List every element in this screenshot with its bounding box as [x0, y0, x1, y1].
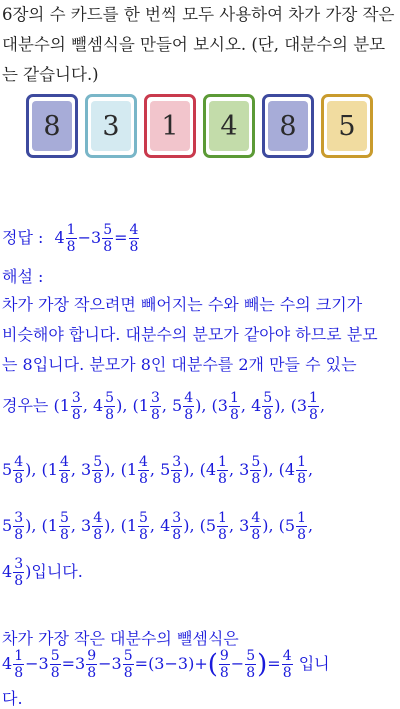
final-end: 입니	[298, 654, 330, 673]
number-card	[262, 94, 314, 158]
fraction: $\frac{5}{8}$	[139, 510, 148, 543]
fraction: $\frac{3}{8}$	[150, 390, 160, 423]
fraction: $\frac{5}{8}$	[59, 510, 69, 543]
question-text: 6장의 수 카드를 한 번씩 모두 사용하여 차가 가장 작은 대분수의 뺄셈식을 만들어 보시오. (단, 대분수의 분모는 같습니다.)	[2, 5, 395, 84]
fraction: $\frac{1}{8}$	[309, 390, 318, 423]
card-value: 4	[209, 101, 249, 151]
fraction: $\frac{4}{8}$	[14, 454, 24, 487]
number-card	[144, 94, 196, 158]
fraction: $\frac{5}{8}$	[105, 390, 115, 423]
explanation-line: 는 8입니다. 분모가 8인 대분수를 2개 만들 수 있는	[2, 355, 357, 374]
fraction: $\frac{3}{8}$	[172, 510, 182, 543]
fraction: $\frac{5}{8}$	[251, 454, 261, 487]
number-cards	[26, 94, 380, 158]
explanation-label: 해설 :	[2, 267, 44, 286]
fraction: $\frac{3}{8}$	[14, 510, 24, 543]
card-value: 5	[327, 101, 367, 151]
answer-label: 정답 :	[2, 228, 44, 247]
fraction: $\frac{1}{8}$	[297, 454, 307, 487]
fraction: $\frac{5}{8}$	[93, 454, 103, 487]
fraction: $\frac{1}{8}$	[218, 454, 227, 487]
answer-line: 정답 : 4 $\frac{1}{8}$ −3 $\frac{5}{8}$ = $\frac{4}{8}$	[2, 222, 139, 255]
fraction: $\frac{5}{8}$	[103, 222, 113, 255]
cases-row-3: 5 $\frac{3}{8}$ ), (1 $\frac{5}{8}$ , 3 $\frac{4}{8}$ ), (1 $\frac{5}{8}$ , 4 $\frac{3}{8}$ ), (5 $\frac{1}{8}$ , 3 $\frac{4}{8}$ ), (5 $\frac{1}{8}$ ,	[2, 510, 314, 543]
cases-row-4: 4 $\frac{3}{8}$ )입니다.	[2, 556, 83, 589]
fraction: $\frac{1}{8}$	[66, 222, 76, 255]
fraction: $\frac{3}{8}$	[71, 390, 81, 423]
final-expression: 4 $\frac{1}{8}$ −3 $\frac{5}{8}$ =3 $\frac{9}{8}$ −3 $\frac{5}{8}$ =(3−3)+( $\frac{9}{8}$ − $\frac{5}{8}$ )= $\frac{4}{8}$ 입니	[2, 648, 330, 681]
number-card	[85, 94, 137, 158]
fraction: $\frac{4}{8}$	[251, 510, 261, 543]
explanation-line: 차가 가장 작으려면 빼어지는 수와 빼는 수의 크기가	[2, 295, 363, 314]
fraction: $\frac{1}{8}$	[218, 510, 227, 543]
cases-row-1: 경우는 (1 $\frac{3}{8}$ , 4 $\frac{5}{8}$ ), (1 $\frac{3}{8}$ , 5 $\frac{4}{8}$ ), (3 $\frac{1}{8}$ , 4 $\frac{5}{8}$ ), (3 $\frac{1}{8}$ ,	[2, 390, 326, 423]
cases-end: 입니다.	[31, 562, 83, 581]
fraction: $\frac{5}{8}$	[263, 390, 273, 423]
card-value: 3	[91, 101, 131, 151]
fraction: $\frac{3}{8}$	[172, 454, 182, 487]
card-value: 8	[32, 101, 72, 151]
number-card	[321, 94, 373, 158]
explanation-line: 비슷해야 합니다. 대분수의 분모가 같아야 하므로 분모	[2, 325, 378, 344]
cases-row-2: 5 $\frac{4}{8}$ ), (1 $\frac{4}{8}$ , 3 $\frac{5}{8}$ ), (1 $\frac{4}{8}$ , 5 $\frac{3}{8}$ ), (4 $\frac{1}{8}$ , 3 $\frac{5}{8}$ ), (4 $\frac{1}{8}$ ,	[2, 454, 314, 487]
fraction: $\frac{4}{8}$	[59, 454, 69, 487]
fraction: $\frac{1}{8}$	[297, 510, 307, 543]
fraction: $\frac{4}{8}$	[184, 390, 194, 423]
fraction: $\frac{4}{8}$	[93, 510, 103, 543]
answer-b: 3	[91, 228, 102, 247]
fraction: $\frac{4}{8}$	[139, 454, 148, 487]
fraction: $\frac{3}{8}$	[14, 556, 24, 589]
card-value: 1	[150, 101, 190, 151]
answer-a: 4	[54, 228, 65, 247]
number-card	[203, 94, 255, 158]
card-value: 8	[268, 101, 308, 151]
conclusion-line: 차가 가장 작은 대분수의 뺄셈식은	[2, 629, 239, 648]
fraction: $\frac{4}{8}$	[129, 222, 139, 255]
final-tail: 다.	[2, 689, 23, 708]
fraction: $\frac{1}{8}$	[229, 390, 239, 423]
number-card	[26, 94, 78, 158]
